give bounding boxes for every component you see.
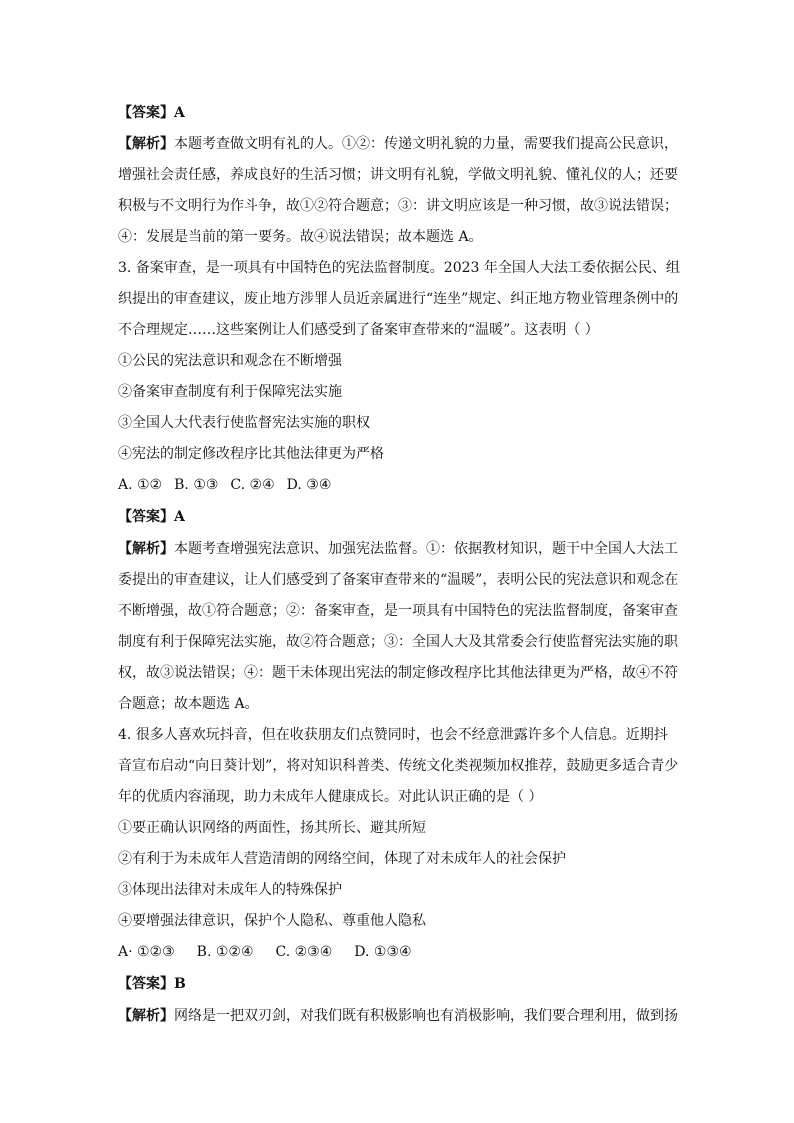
q2-analysis-line: 积极与不文明行为作斗争，故①②符合题意；③：讲文明应该是一种习惯，故③说法错误； xyxy=(118,198,678,214)
q3-statement: ④宪法的制定修改程序比其他法律更为严格 xyxy=(118,446,384,462)
q3-analysis-line: 制度有利于保障宪法实施，故②符合题意；③：全国人大及其常委会行使监督宪法实施的职 xyxy=(118,634,678,650)
q4-answer: 【答案】B xyxy=(118,976,186,992)
q3-analysis-line: 委提出的审查建议，让人们感受到了备案审查带来的“温暖”，表明公民的宪法意识和观念在 xyxy=(118,572,679,588)
q3-analysis-line: 权，故③说法错误；④：题干未体现出宪法的制定修改程序比其他法律更为严格，故④不符 xyxy=(118,665,678,681)
q4-statement: ②有利于为未成年人营造清朗的网络空间，体现了对未成年人的社会保护 xyxy=(118,851,566,867)
q4-stem-line: 年的优质内容涌现，助力未成年人健康成长。对此认识正确的是（ ） xyxy=(118,789,543,805)
q3-statement: ②备案审查制度有利于保障宪法实施 xyxy=(118,384,342,400)
q2-analysis-line: 【解析】本题考查做文明有礼的人。①②：传递文明礼貌的力量，需要我们提高公民意识， xyxy=(118,136,678,152)
q2-analysis-line: 增强社会责任感，养成良好的生活习惯；讲文明有礼貌，学做文明礼貌、懂礼仪的人；还要 xyxy=(118,167,678,183)
q4-statement: ③体现出法律对未成年人的特殊保护 xyxy=(118,882,342,898)
q3-answer: 【答案】A xyxy=(118,509,185,525)
analysis-label: 【解析】 xyxy=(118,136,174,152)
q3-option-c: C. ②④ xyxy=(230,477,275,493)
q3-option-a: A. ①② xyxy=(118,477,163,493)
q3-statement: ①公民的宪法意识和观念在不断增强 xyxy=(118,353,342,369)
q3-stem-line: 织提出的审查建议，废止地方涉罪人员近亲属进行“连坐”规定、纠正地方物业管理条例中的 xyxy=(118,291,679,307)
q3-analysis-line: 【解析】本题考查增强宪法意识、加强宪法监督。①：依据教材知识，题干中全国人大法工 xyxy=(118,541,678,557)
q4-analysis-line: 【解析】网络是一把双刃剑，对我们既有积极影响也有消极影响，我们要合理利用，做到扬 xyxy=(118,1008,678,1024)
q3-option-b: B. ①③ xyxy=(174,477,219,493)
q4-option-a: A· ①②③ xyxy=(118,944,175,960)
q4-option-d: D. ①③④ xyxy=(354,944,412,960)
q4-option-c: C. ②③④ xyxy=(275,944,333,960)
q2-answer: 【答案】A xyxy=(118,105,185,121)
q2-analysis-line: ④：发展是当前的第一要务。故④说法错误；故本题选 A。 xyxy=(118,229,483,245)
q3-stem-line: 不合理规定……这些案例让人们感受到了备案审查带来的“温暖”。这表明（ ） xyxy=(118,322,599,338)
q4-statement: ④要增强法律意识，保护个人隐私、尊重他人隐私 xyxy=(118,913,426,929)
analysis-label: 【解析】 xyxy=(118,541,174,557)
q4-stem-line: 4. 很多人喜欢玩抖音，但在收获朋友们点赞同时，也会不经意泄露许多个人信息。近期抖 xyxy=(118,727,668,743)
q4-stem-line: 音宣布启动“向日葵计划”，将对知识科普类、传统文化类视频加权推荐，鼓励更多适合青少 xyxy=(118,758,679,774)
q3-option-d: D. ③④ xyxy=(286,477,332,493)
q4-options xyxy=(118,942,424,962)
q3-statement: ③全国人大代表行使监督宪法实施的职权 xyxy=(118,415,370,431)
q3-analysis-line: 不断增强，故①符合题意；②：备案审查，是一项具有中国特色的宪法监督制度，备案审查 xyxy=(118,603,678,619)
q4-statement: ①要正确认识网络的两面性，扬其所长、避其所短 xyxy=(118,820,426,836)
q4-option-b: B. ①②④ xyxy=(196,944,254,960)
q3-stem-line: 3. 备案审查，是一项具有中国特色的宪法监督制度。2023 年全国人大法工委依据公民、组 xyxy=(118,260,680,276)
q3-options xyxy=(118,475,343,495)
analysis-label: 【解析】 xyxy=(118,1008,174,1024)
q3-analysis-line: 合题意；故本题选 A。 xyxy=(118,696,259,712)
